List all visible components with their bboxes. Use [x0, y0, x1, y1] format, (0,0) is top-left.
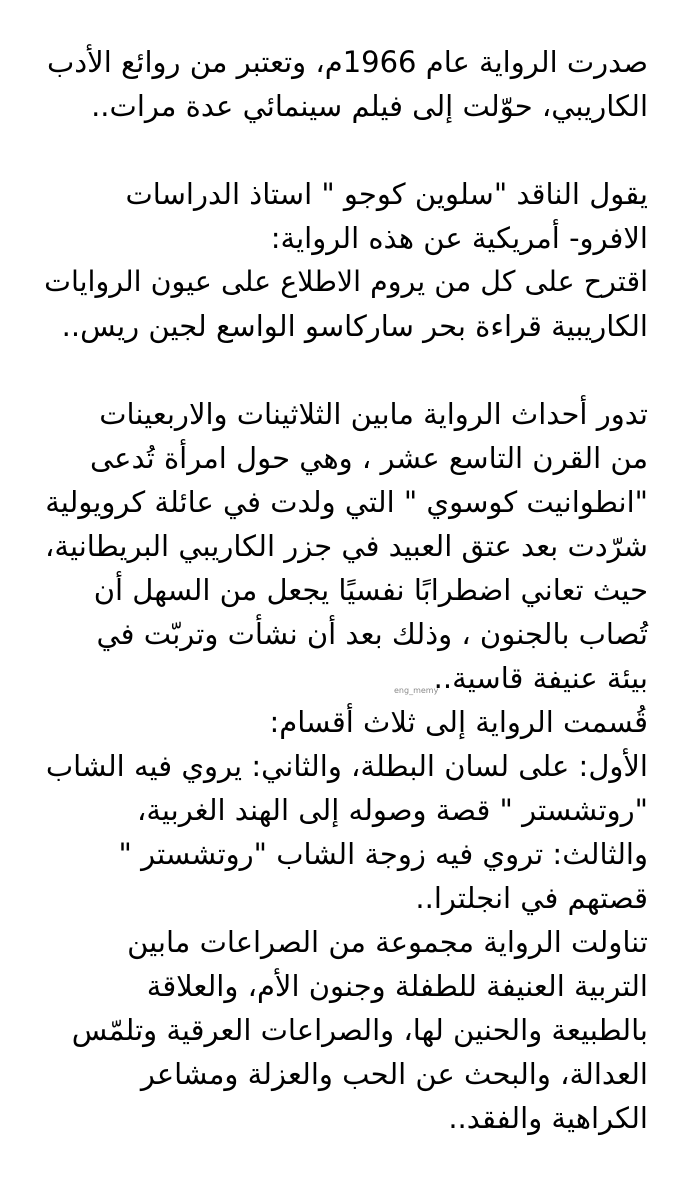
text-line: تدور أحداث الرواية مابين الثلاثينات والاربعينات: [99, 397, 648, 431]
text-line: العدالة، والبحث عن الحب والعزلة ومشاعر: [140, 1057, 648, 1091]
text-line: "انطوانيت كوسوي " التي ولدت في عائلة كرويولية: [45, 485, 648, 519]
text-line: اقترح على كل من يروم الاطلاع على عيون الروايات: [44, 265, 648, 298]
paragraph-plot-summary: [44, 392, 648, 1140]
text-line: بالطبيعة والحنين لها، والصراعات العرقية وتلمّس: [71, 1013, 648, 1047]
text-line: تناولت الرواية مجموعة من الصراعات مابين: [127, 925, 648, 959]
text-line: حيث تعاني اضطرابًا نفسيًا يجعل من السهل أن: [93, 573, 648, 607]
text-line: تُصاب بالجنون ، وذلك بعد أن نشأت وتربّت في: [96, 617, 648, 651]
text-line: الافرو- أمريكية عن هذه الرواية:: [270, 221, 648, 255]
paragraph-publication: [44, 40, 648, 128]
text-line: التربية العنيفة للطفلة وجنون الأم، والعلاقة: [146, 969, 648, 1003]
text-line: والثالث: تروي فيه زوجة الشاب "روتشستر ": [118, 837, 648, 871]
paragraph-critic-quote: [44, 172, 648, 348]
text-line: الكاريبي، حوّلت إلى فيلم سينمائي عدة مرات..: [91, 89, 648, 123]
text-line: صدرت الرواية عام 1966م، وتعتبر من روائع الأدب: [46, 45, 648, 79]
text-line: الكاريبية قراءة بحر ساركاسو الواسع لجين ريس..: [61, 309, 648, 343]
text-line: بيئة عنيفة قاسية..: [433, 661, 648, 695]
paragraph-gap: [44, 128, 648, 172]
watermark-username: eng_memy: [394, 686, 439, 695]
text-line: من القرن التاسع عشر ، وهي حول امرأة تُدعى: [89, 441, 648, 475]
text-line: شرّدت بعد عتق العبيد في جزر الكاريبي البريطانية،: [45, 529, 648, 563]
text-line: الكراهية والفقد..: [448, 1101, 648, 1135]
text-line: "روتشستر " قصة وصوله إلى الهند الغربية،: [136, 793, 648, 827]
text-line: قُسمت الرواية إلى ثلاث أقسام:: [269, 705, 648, 739]
paragraph-gap: [44, 348, 648, 392]
text-line: قصتهم في انجلترا..: [415, 881, 648, 915]
text-line: الأول: على لسان البطلة، والثاني: يروي فيه الشاب: [45, 749, 648, 783]
text-line: يقول الناقد "سلوين كوجو " استاذ الدراسات: [125, 177, 648, 211]
